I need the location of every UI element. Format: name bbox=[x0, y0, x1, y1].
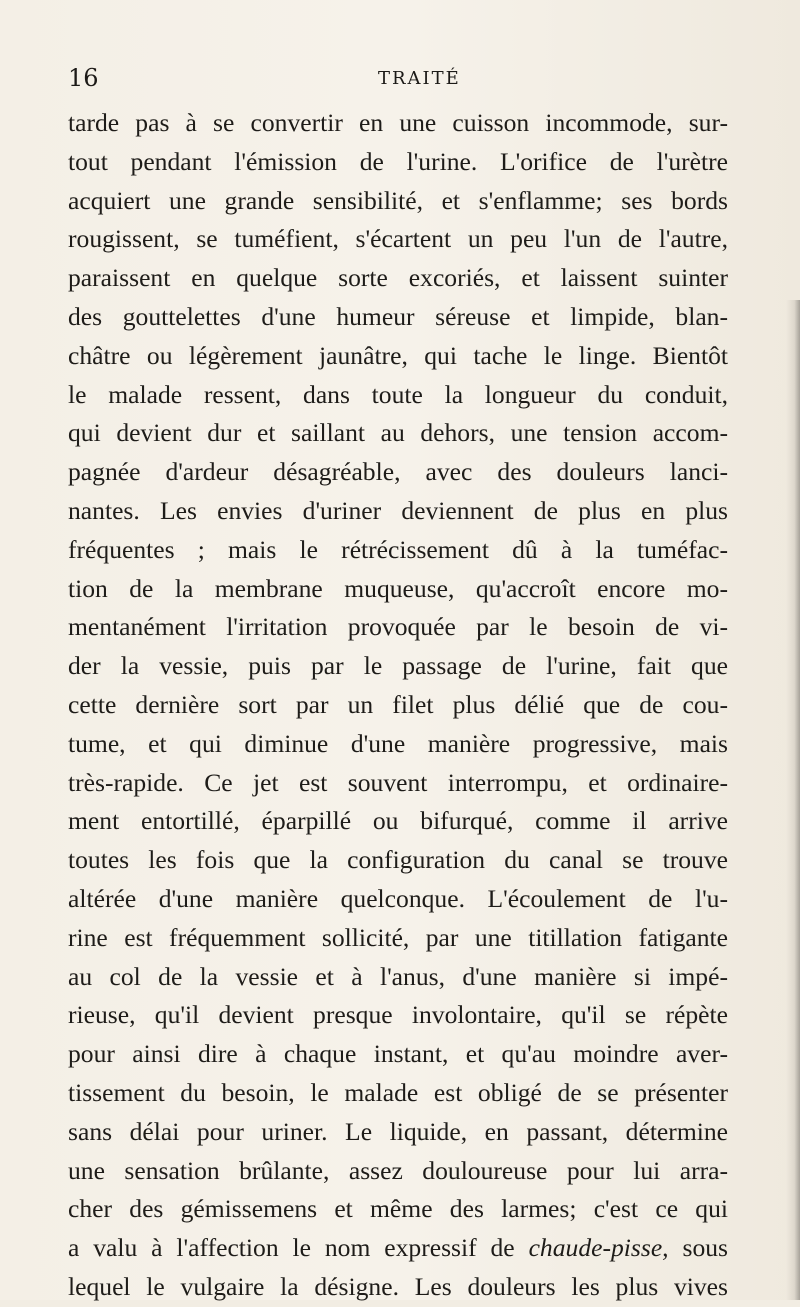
text-line: tissement du besoin, le malade est obligé de se présenter bbox=[68, 1077, 728, 1107]
page-header bbox=[68, 64, 718, 104]
text-line: pagnée d'ardeur désagréable, avec des douleurs lanci- bbox=[68, 457, 728, 487]
text-line: lequel le vulgaire la désigne. Les douleurs les plus vives bbox=[68, 1271, 728, 1301]
text-line: tume, et qui diminue d'une manière progressive, mais bbox=[68, 728, 728, 758]
text-line: pour ainsi dire à chaque instant, et qu'au moindre aver- bbox=[68, 1039, 728, 1069]
page-edge-shadow bbox=[786, 300, 800, 1300]
running-head: TRAITÉ bbox=[378, 68, 461, 89]
text-line: des gouttelettes d'une humeur séreuse et limpide, blan- bbox=[68, 301, 728, 331]
text-line-with-italic bbox=[68, 1229, 728, 1268]
text-line: ment entortillé, éparpillé ou bifurqué, comme il arrive bbox=[68, 806, 728, 836]
text-line: tion de la membrane muqueuse, qu'accroît encore mo- bbox=[68, 573, 728, 603]
text-line: der la vessie, puis par le passage de l'urine, fait que bbox=[68, 651, 728, 681]
text-line: au col de la vessie et à l'anus, d'une manière si impé- bbox=[68, 961, 728, 991]
text-line: sans délai pour uriner. Le liquide, en passant, détermine bbox=[68, 1116, 728, 1146]
text-line: qui devient dur et saillant au dehors, une tension accom- bbox=[68, 418, 728, 448]
page-number: 16 bbox=[68, 64, 99, 92]
text-line: tout pendant l'émission de l'urine. L'orifice de l'urètre bbox=[68, 146, 728, 176]
text-line-start: a valu à l'affection le nom expressif de bbox=[68, 1233, 515, 1263]
text-line: rougissent, se tuméfient, s'écartent un peu l'un de l'autre, bbox=[68, 224, 728, 254]
text-line: tarde pas à se convertir en une cuisson incommode, sur- bbox=[68, 108, 728, 137]
text-line: très-rapide. Ce jet est souvent interrompu, et ordinaire- bbox=[68, 767, 728, 797]
text-line: châtre ou légèrement jaunâtre, qui tache le linge. Bientôt bbox=[68, 340, 728, 370]
text-line: rine est fréquemment sollicité, par une titillation fatigante bbox=[68, 922, 728, 952]
text-line: acquiert une grande sensibilité, et s'enflamme; ses bords bbox=[68, 185, 728, 215]
text-line: paraissent en quelque sorte excoriés, et laissent suinter bbox=[68, 263, 728, 293]
body-text bbox=[68, 104, 728, 1307]
text-line: toutes les fois que la configuration du canal se trouve bbox=[68, 845, 728, 875]
text-line: cette dernière sort par un filet plus délié que de cou- bbox=[68, 689, 728, 719]
italic-term: chaude-pisse, bbox=[528, 1233, 669, 1263]
text-line: le malade ressent, dans toute la longueur du conduit, bbox=[68, 379, 728, 409]
text-line: mentanément l'irritation provoquée par le besoin de vi- bbox=[68, 612, 728, 642]
text-line: nantes. Les envies d'uriner deviennent de plus en plus bbox=[68, 495, 728, 525]
text-line: fréquentes ; mais le rétrécissement dû à la tuméfac- bbox=[68, 534, 728, 564]
text-line: une sensation brûlante, assez douloureuse pour lui arra- bbox=[68, 1155, 728, 1185]
text-line: rieuse, qu'il devient presque involontaire, qu'il se répète bbox=[68, 1000, 728, 1030]
text-line: altérée d'une manière quelconque. L'écoulement de l'u- bbox=[68, 883, 728, 913]
text-line: cher des gémissemens et même des larmes; c'est ce qui bbox=[68, 1194, 728, 1224]
text-line-end: sous bbox=[682, 1233, 728, 1263]
